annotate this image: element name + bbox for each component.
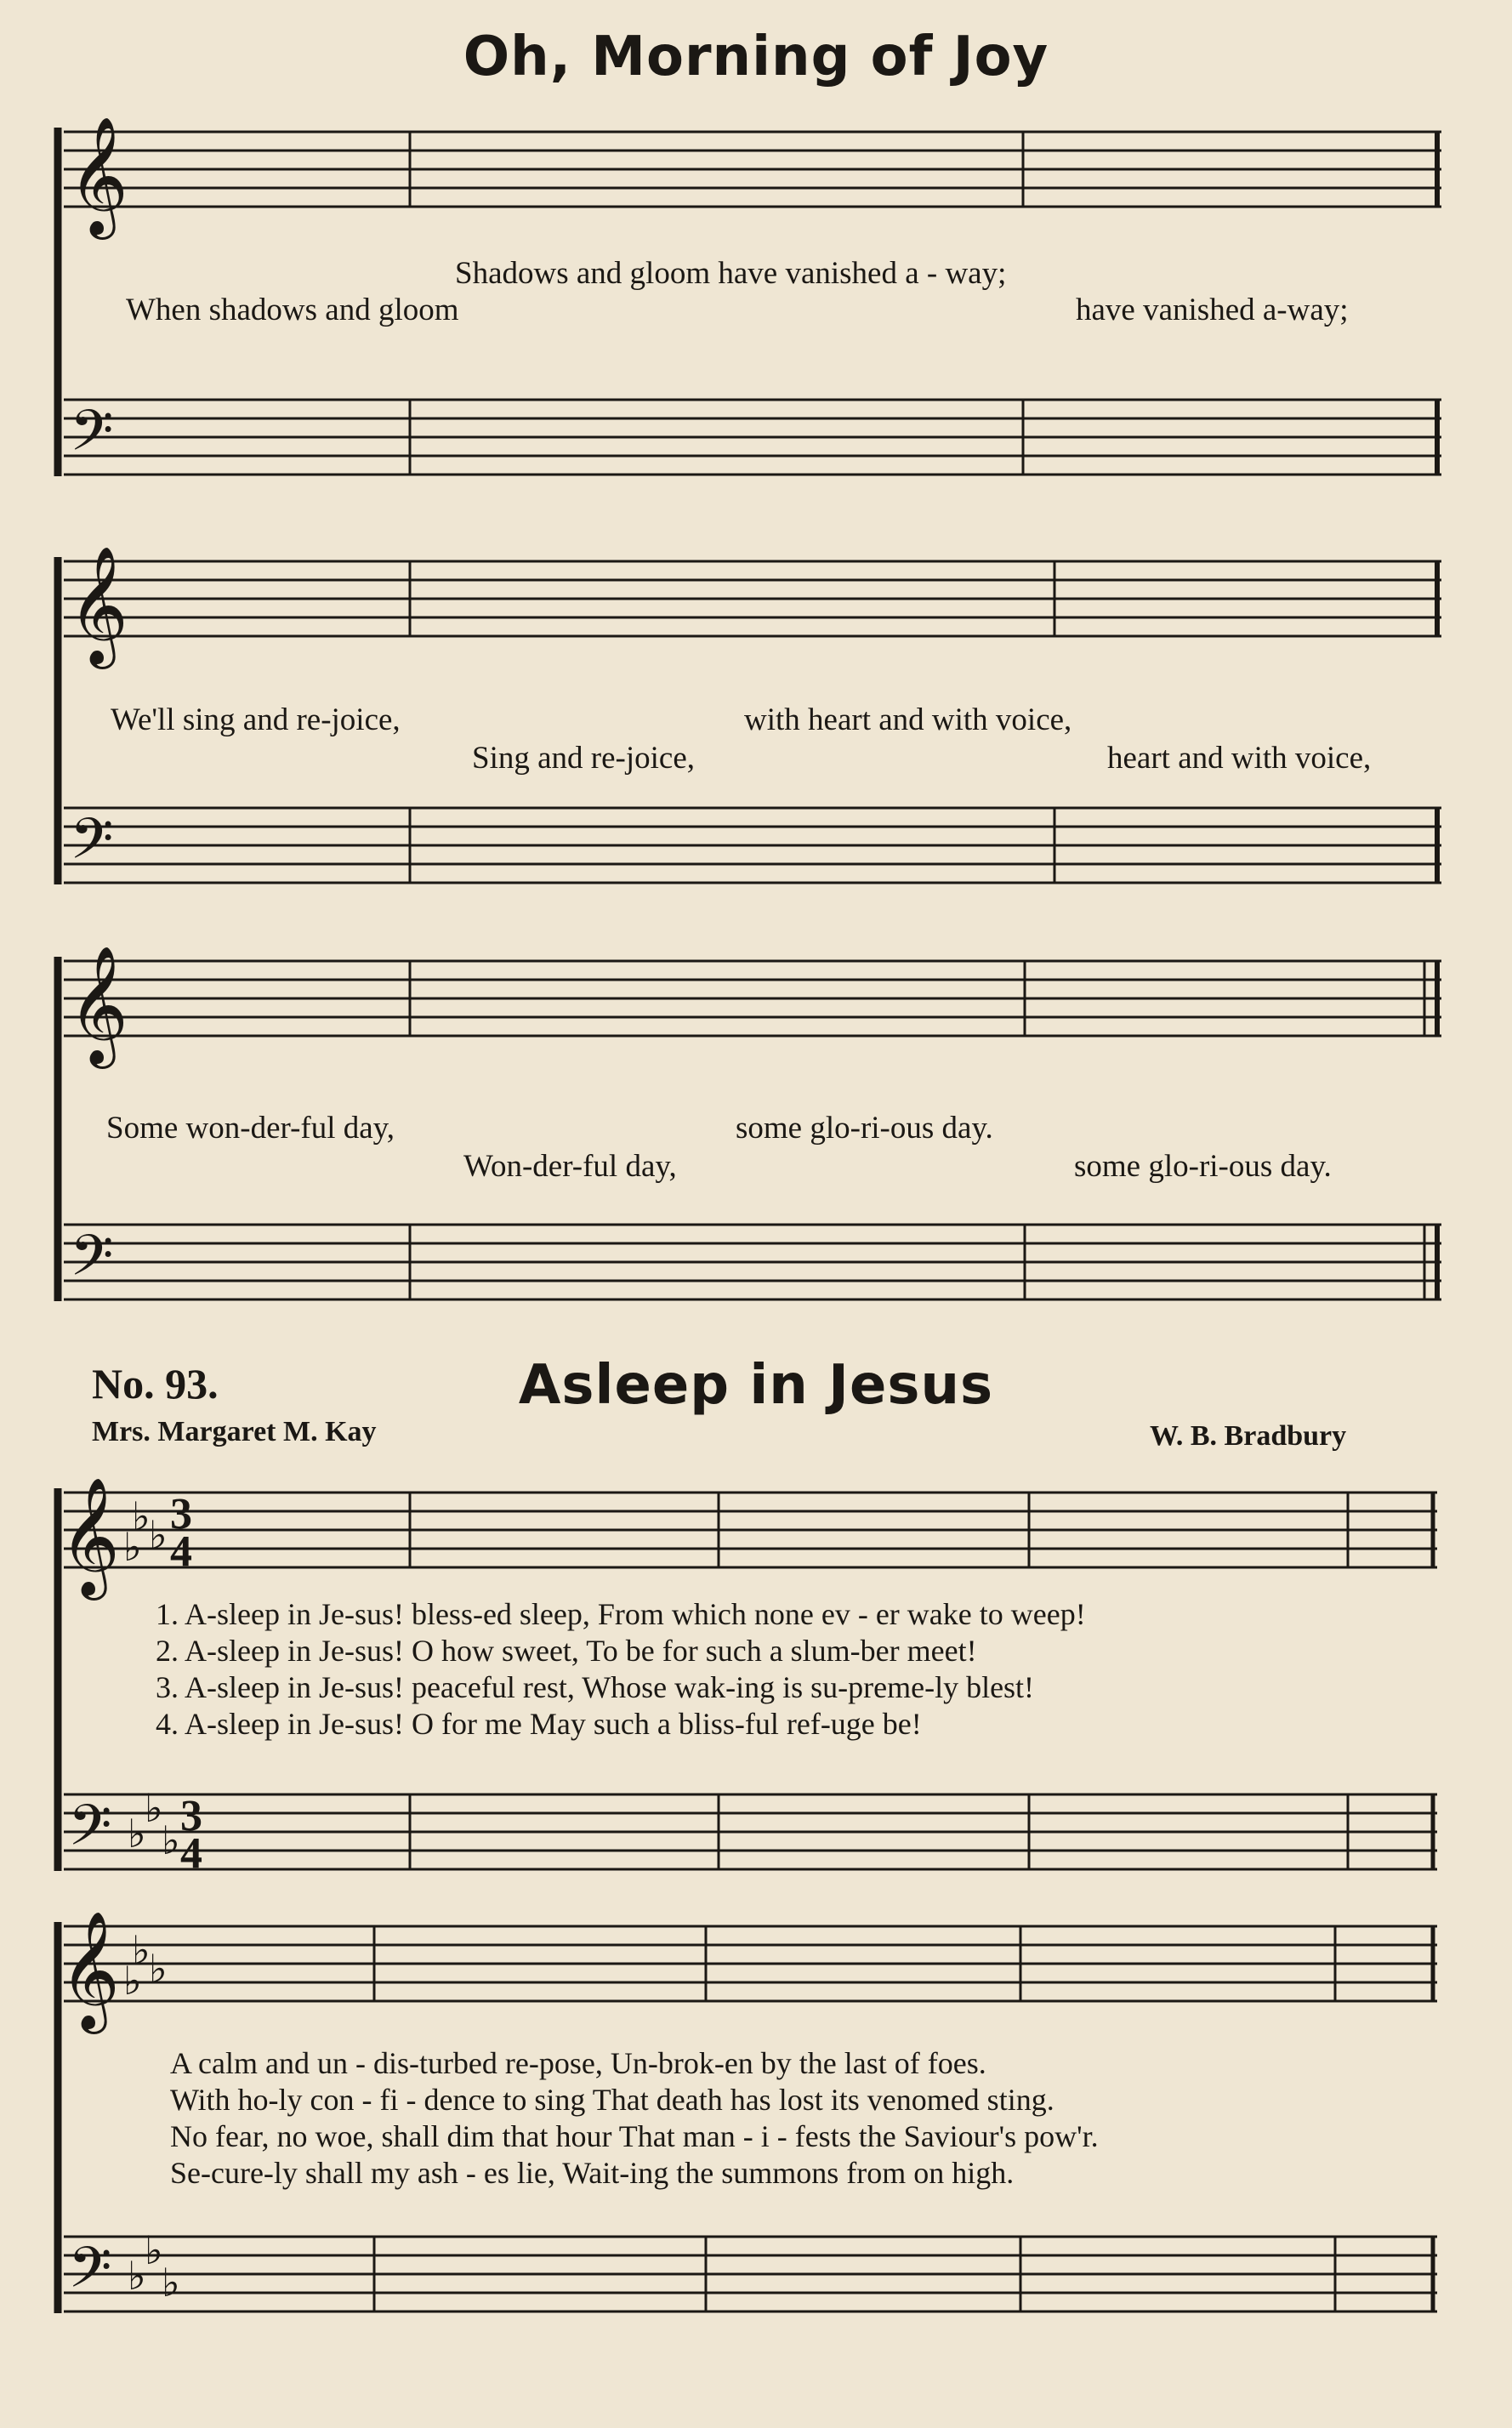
- svg-text:𝄢: 𝄢: [70, 1223, 114, 1302]
- s5-bass-staff: [0, 2220, 1512, 2356]
- s4-bass-staff: [0, 1777, 1512, 1913]
- svg-text:𝄢: 𝄢: [70, 806, 114, 885]
- s5-treble-staff: [0, 1909, 1512, 2045]
- s3-lyric-1: Some won-der-ful day,: [106, 1111, 395, 1146]
- s2-lyric-3: Sing and re-joice,: [472, 741, 695, 776]
- svg-text:♭: ♭: [128, 2253, 146, 2299]
- s3-lyric-2: some glo-ri-ous day.: [736, 1111, 993, 1146]
- system-brackets: [0, 0, 77, 2428]
- verse3-line1: 3. A-sleep in Je-sus! peaceful rest, Whose wak-ing is su-preme-ly blest!: [156, 1670, 1035, 1704]
- s3-bass-staff: [0, 1208, 1512, 1335]
- svg-text:𝄞: 𝄞: [60, 1911, 120, 2029]
- s1-lyric-1: Shadows and gloom have vanished a - way;: [455, 256, 1007, 291]
- verse1-line2: A calm and un - dis-turbed re-pose, Un-brok-en by the last of foes.: [170, 2046, 986, 2080]
- s2-lyric-2: with heart and with voice,: [744, 702, 1072, 737]
- svg-text:3: 3: [180, 1792, 202, 1840]
- svg-text:4: 4: [170, 1527, 192, 1576]
- svg-text:♭: ♭: [132, 1927, 151, 1973]
- song1-title: Oh, Morning of Joy: [463, 26, 1049, 88]
- svg-text:♭: ♭: [123, 1524, 142, 1570]
- svg-text:♭: ♭: [149, 1512, 168, 1558]
- svg-text:𝄢: 𝄢: [68, 1793, 112, 1872]
- s2-lyric-4: heart and with voice,: [1107, 741, 1372, 776]
- svg-text:♭: ♭: [123, 1958, 142, 2004]
- verse2-line1: 2. A-sleep in Je-sus! O how sweet, To be for such a slum-ber meet!: [156, 1634, 977, 1668]
- s1-lyric-3: have vanished a-way;: [1076, 293, 1349, 327]
- author-credit: Mrs. Margaret M. Kay: [92, 1416, 377, 1447]
- svg-text:𝄞: 𝄞: [68, 117, 128, 235]
- verse4-line2: Se-cure-ly shall my ash - es lie, Wait-ing the summons from on high.: [170, 2156, 1015, 2190]
- svg-text:𝄞: 𝄞: [60, 1477, 120, 1595]
- verse2-line2: With ho-ly con - fi - dence to sing That death has lost its venomed sting.: [170, 2083, 1054, 2117]
- svg-text:𝄢: 𝄢: [70, 398, 114, 477]
- svg-text:♭: ♭: [145, 1785, 163, 1831]
- s1-lyric-2: When shadows and gloom: [126, 293, 459, 327]
- svg-text:𝄞: 𝄞: [68, 546, 128, 664]
- svg-text:♭: ♭: [162, 1817, 180, 1863]
- s1-bass-staff: [0, 383, 1512, 510]
- s3-lyric-3: Won-der-ful day,: [463, 1149, 677, 1184]
- s1-treble-staff: [0, 115, 1512, 242]
- svg-text:3: 3: [170, 1490, 192, 1538]
- svg-text:𝄞: 𝄞: [68, 946, 128, 1064]
- verse3-line2: No fear, no woe, shall dim that hour That man - i - fests the Saviour's pow'r.: [170, 2119, 1099, 2153]
- svg-text:♭: ♭: [128, 1811, 146, 1857]
- svg-text:♭: ♭: [132, 1493, 151, 1539]
- s2-bass-staff: [0, 791, 1512, 918]
- verse1-line1: 1. A-sleep in Je-sus! bless-ed sleep, From which none ev - er wake to weep!: [156, 1597, 1086, 1631]
- svg-text:4: 4: [180, 1829, 202, 1878]
- s4-treble-staff: [0, 1476, 1512, 1612]
- s3-lyric-4: some glo-ri-ous day.: [1074, 1149, 1332, 1184]
- composer-credit: W. B. Bradbury: [1150, 1420, 1347, 1452]
- verse4-line1: 4. A-sleep in Je-sus! O for me May such a bliss-ful ref-uge be!: [156, 1707, 922, 1741]
- s2-lyric-1: We'll sing and re-joice,: [111, 702, 401, 737]
- svg-text:♭: ♭: [145, 2227, 163, 2273]
- svg-text:♭: ♭: [162, 2260, 180, 2306]
- s2-treble-staff: [0, 544, 1512, 672]
- hymn-number: No. 93.: [92, 1360, 219, 1407]
- s3-treble-staff: [0, 944, 1512, 1072]
- song2-title: Asleep in Jesus: [518, 1354, 994, 1417]
- svg-text:𝄢: 𝄢: [68, 2235, 112, 2314]
- svg-text:♭: ♭: [149, 1946, 168, 1992]
